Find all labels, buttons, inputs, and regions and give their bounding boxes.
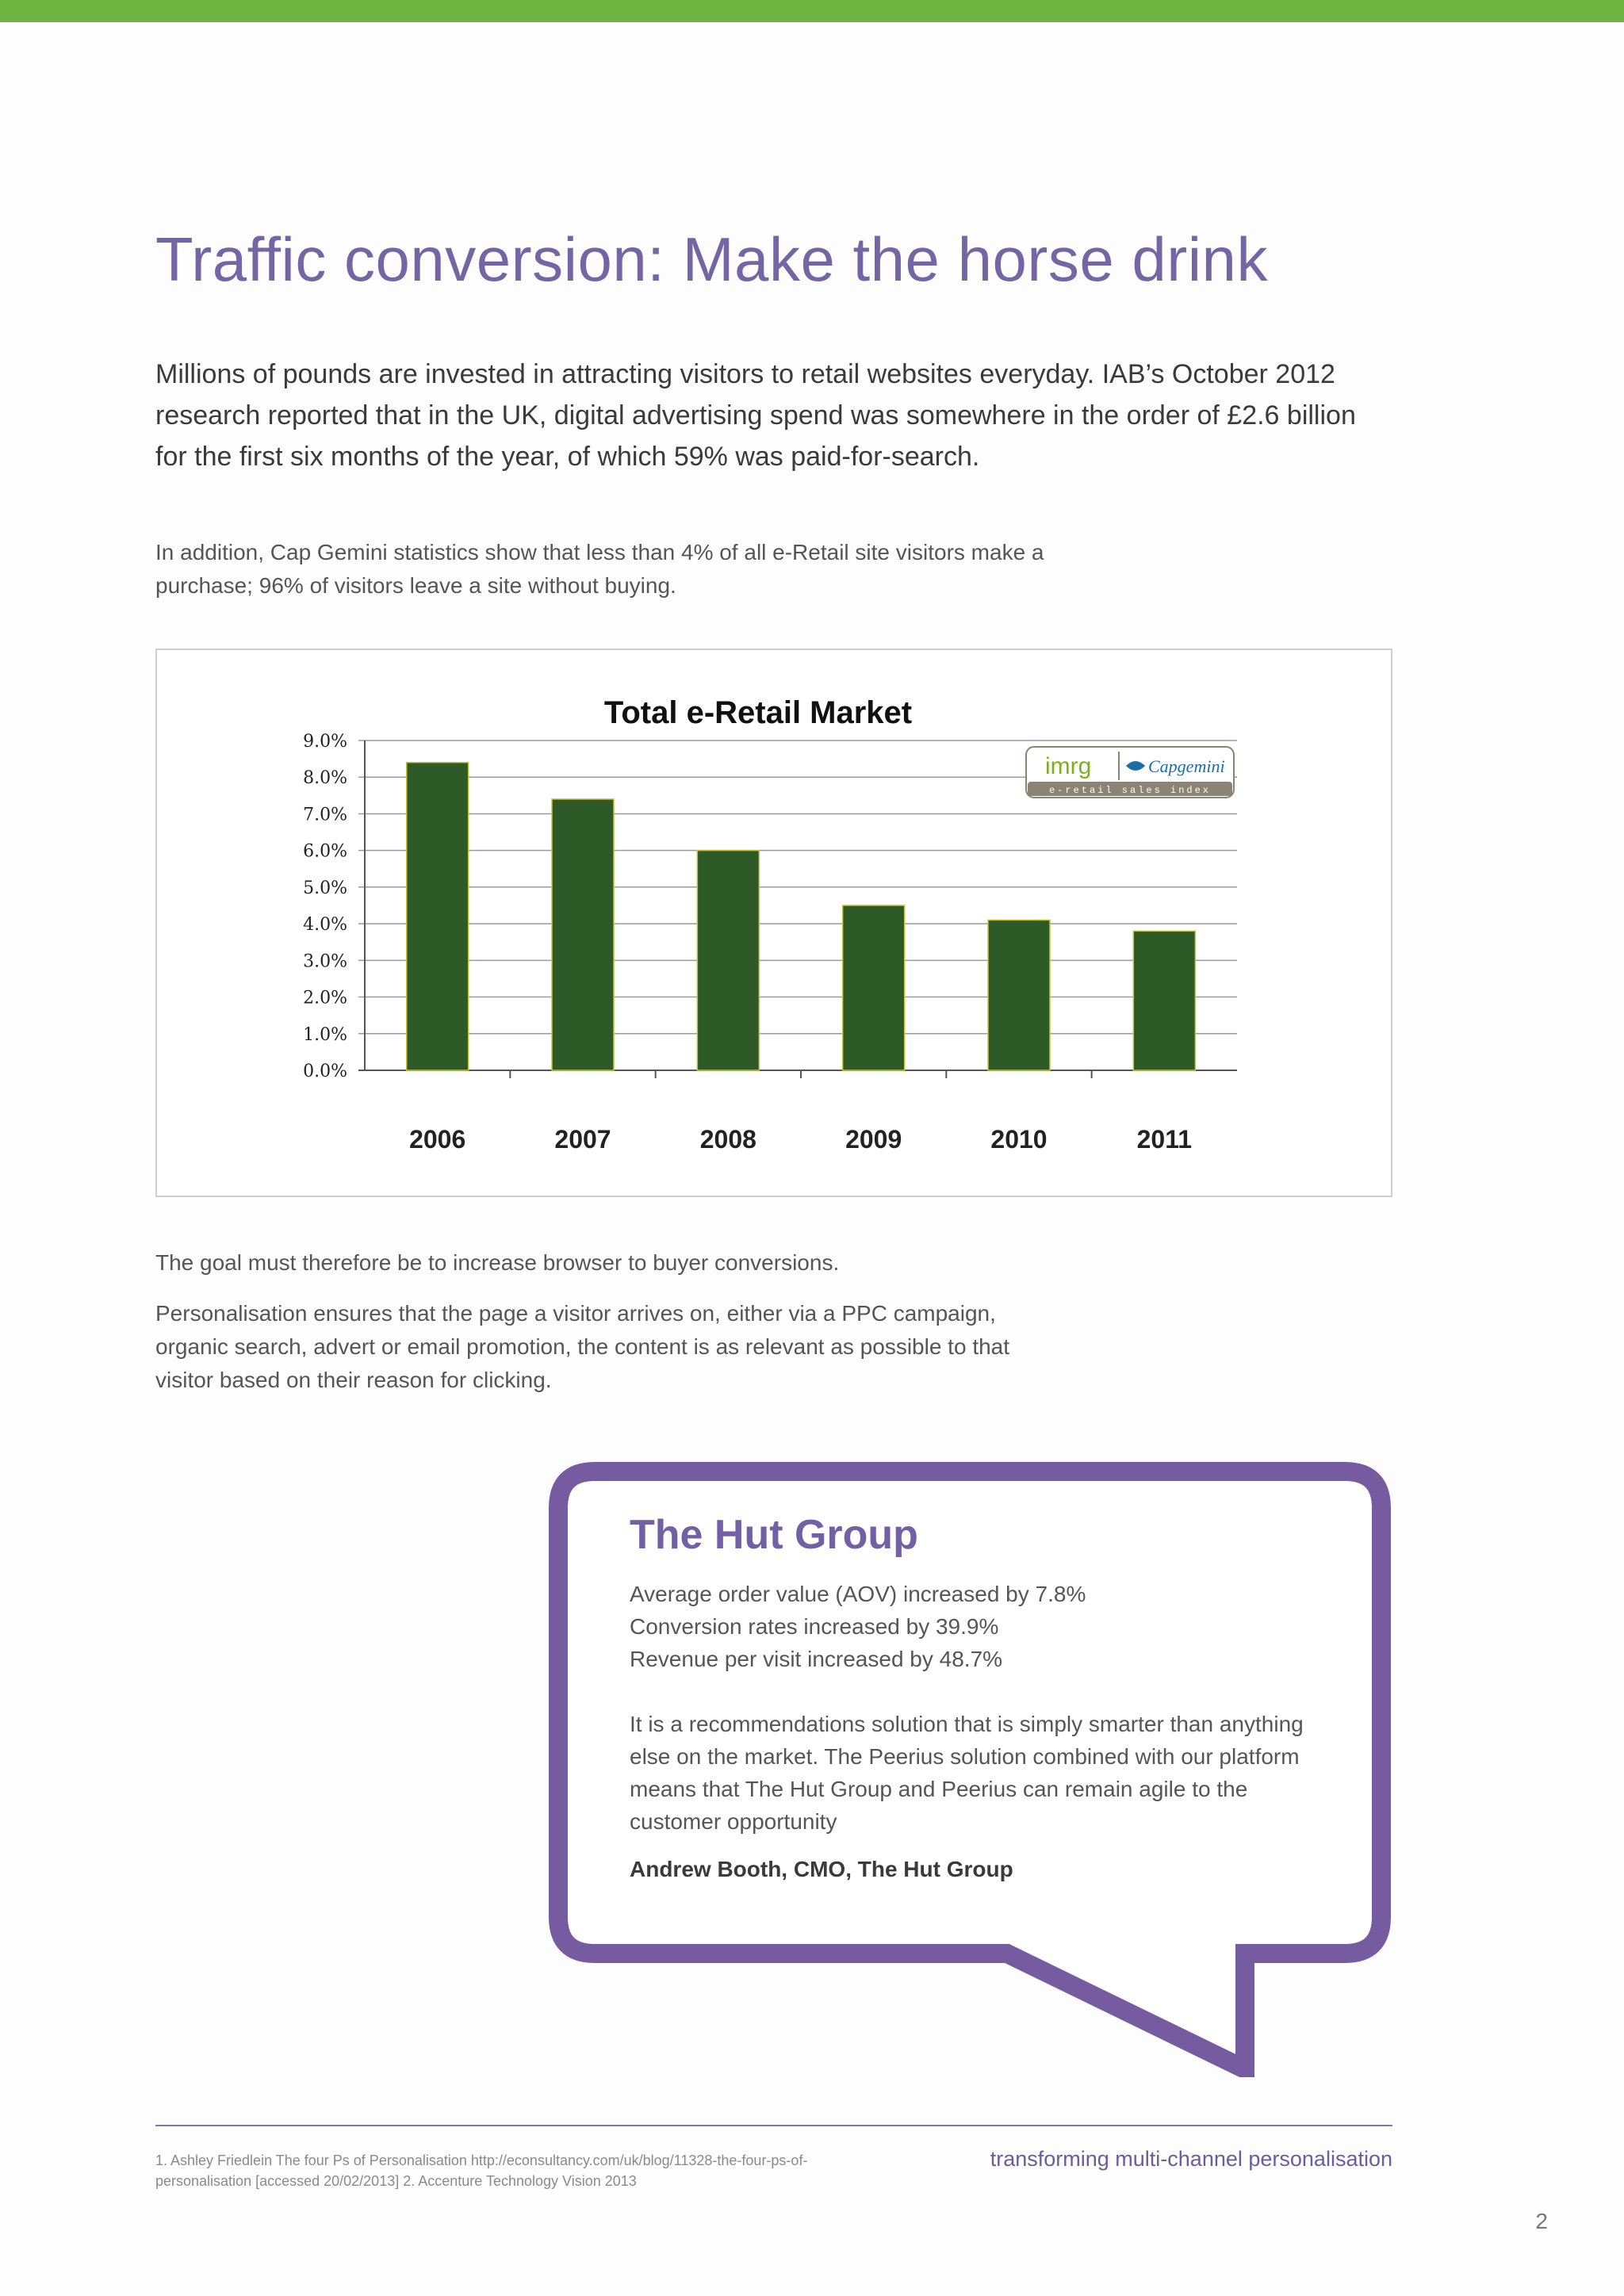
- bar-2009: [843, 905, 905, 1070]
- logo-subtitle: e-retail sales index: [1048, 785, 1212, 796]
- footnotes: 1. Ashley Friedlein The four Ps of Personalisation http://econsultancy.com/uk/blog/11328-the-four-ps-of-personalisation [accessed 20/02/2013] 2. Accenture Technology Vision 2013: [155, 2152, 808, 2189]
- y-tick-label: 7.0%: [303, 805, 347, 825]
- chart-title: Total e-Retail Market: [603, 695, 913, 730]
- lead-paragraph-text: Millions of pounds are invested in attracting visitors to retail websites everyday. IAB’s October 2012 research reported that in the UK, digital advertising spend was somewhere in the order of £2.6 billion for the first six months of the year, of which 59% was paid-for-search.: [155, 359, 1356, 472]
- y-tick-label: 6.0%: [303, 841, 347, 862]
- x-tick-label: 2006: [409, 1125, 466, 1154]
- stat-aov: Average order value (AOV) increased by 7.8%: [630, 1582, 1086, 1606]
- lead-paragraph: [155, 354, 1392, 477]
- bar-2008: [697, 851, 759, 1070]
- testimonial-title: The Hut Group: [630, 1512, 918, 1558]
- y-tick-label: 4.0%: [303, 915, 347, 936]
- y-tick-label: 2.0%: [303, 988, 347, 1008]
- chart-bars: [407, 763, 1196, 1070]
- x-tick-label: 2007: [554, 1125, 611, 1154]
- capgemini-paragraph: In addition, Cap Gemini statistics show that less than 4% of all e-Retail site visitors make a purchase; 96% of visitors leave a site without buying.: [155, 540, 1044, 598]
- testimonial-author: Andrew Booth, CMO, The Hut Group: [630, 1857, 1013, 1881]
- bar-2007: [552, 799, 614, 1070]
- footer-divider: [155, 2125, 1392, 2126]
- stat-conversion: Conversion rates increased by 39.9%: [630, 1614, 999, 1639]
- logo-capgemini-text: Capgemini: [1148, 756, 1225, 776]
- personalisation-paragraph: Personalisation ensures that the page a visitor arrives on, either via a PPC campaign, organic search, advert or email promotion, the content is as relevant as possible to that visitor based on their reason for clicking.: [155, 1301, 1010, 1392]
- bar-2006: [407, 763, 469, 1070]
- y-tick-label: 9.0%: [303, 732, 347, 752]
- x-tick-label: 2009: [845, 1125, 902, 1154]
- x-tick-label: 2008: [699, 1125, 756, 1154]
- chart-y-axis: [303, 732, 365, 1081]
- footer-tagline: transforming multi-channel personalisation: [990, 2147, 1392, 2171]
- top-accent-bar: [0, 0, 1624, 22]
- imrg-capgemini-logo: [1026, 747, 1234, 798]
- y-tick-label: 3.0%: [303, 951, 347, 972]
- bar-chart: [157, 650, 1394, 1199]
- testimonial-quote: It is a recommendations solution that is simply smarter than anything else on the market. The Peerius solution combined with our platform means that The Hut Group and Peerius can remain agile to the customer opportunity: [630, 1712, 1304, 1834]
- y-tick-label: 0.0%: [303, 1062, 347, 1081]
- logo-imrg-text: imrg: [1045, 753, 1092, 779]
- chart-panel: [155, 649, 1392, 1197]
- goal-paragraph: The goal must therefore be to increase browser to buyer conversions.: [155, 1250, 840, 1275]
- x-tick-label: 2011: [1136, 1125, 1193, 1154]
- bar-2011: [1133, 931, 1195, 1070]
- page-number: 2: [1535, 2209, 1548, 2233]
- y-tick-label: 1.0%: [303, 1024, 347, 1045]
- testimonial-callout: [549, 1462, 1391, 2077]
- stat-revenue: Revenue per visit increased by 48.7%: [630, 1647, 1003, 1671]
- chart-x-axis: [409, 1070, 1192, 1154]
- page-title: Traffic conversion: Make the horse drink: [155, 224, 1268, 294]
- x-tick-label: 2010: [990, 1125, 1048, 1154]
- y-tick-label: 8.0%: [303, 768, 347, 789]
- y-tick-label: 5.0%: [303, 878, 347, 898]
- bar-2010: [988, 920, 1050, 1070]
